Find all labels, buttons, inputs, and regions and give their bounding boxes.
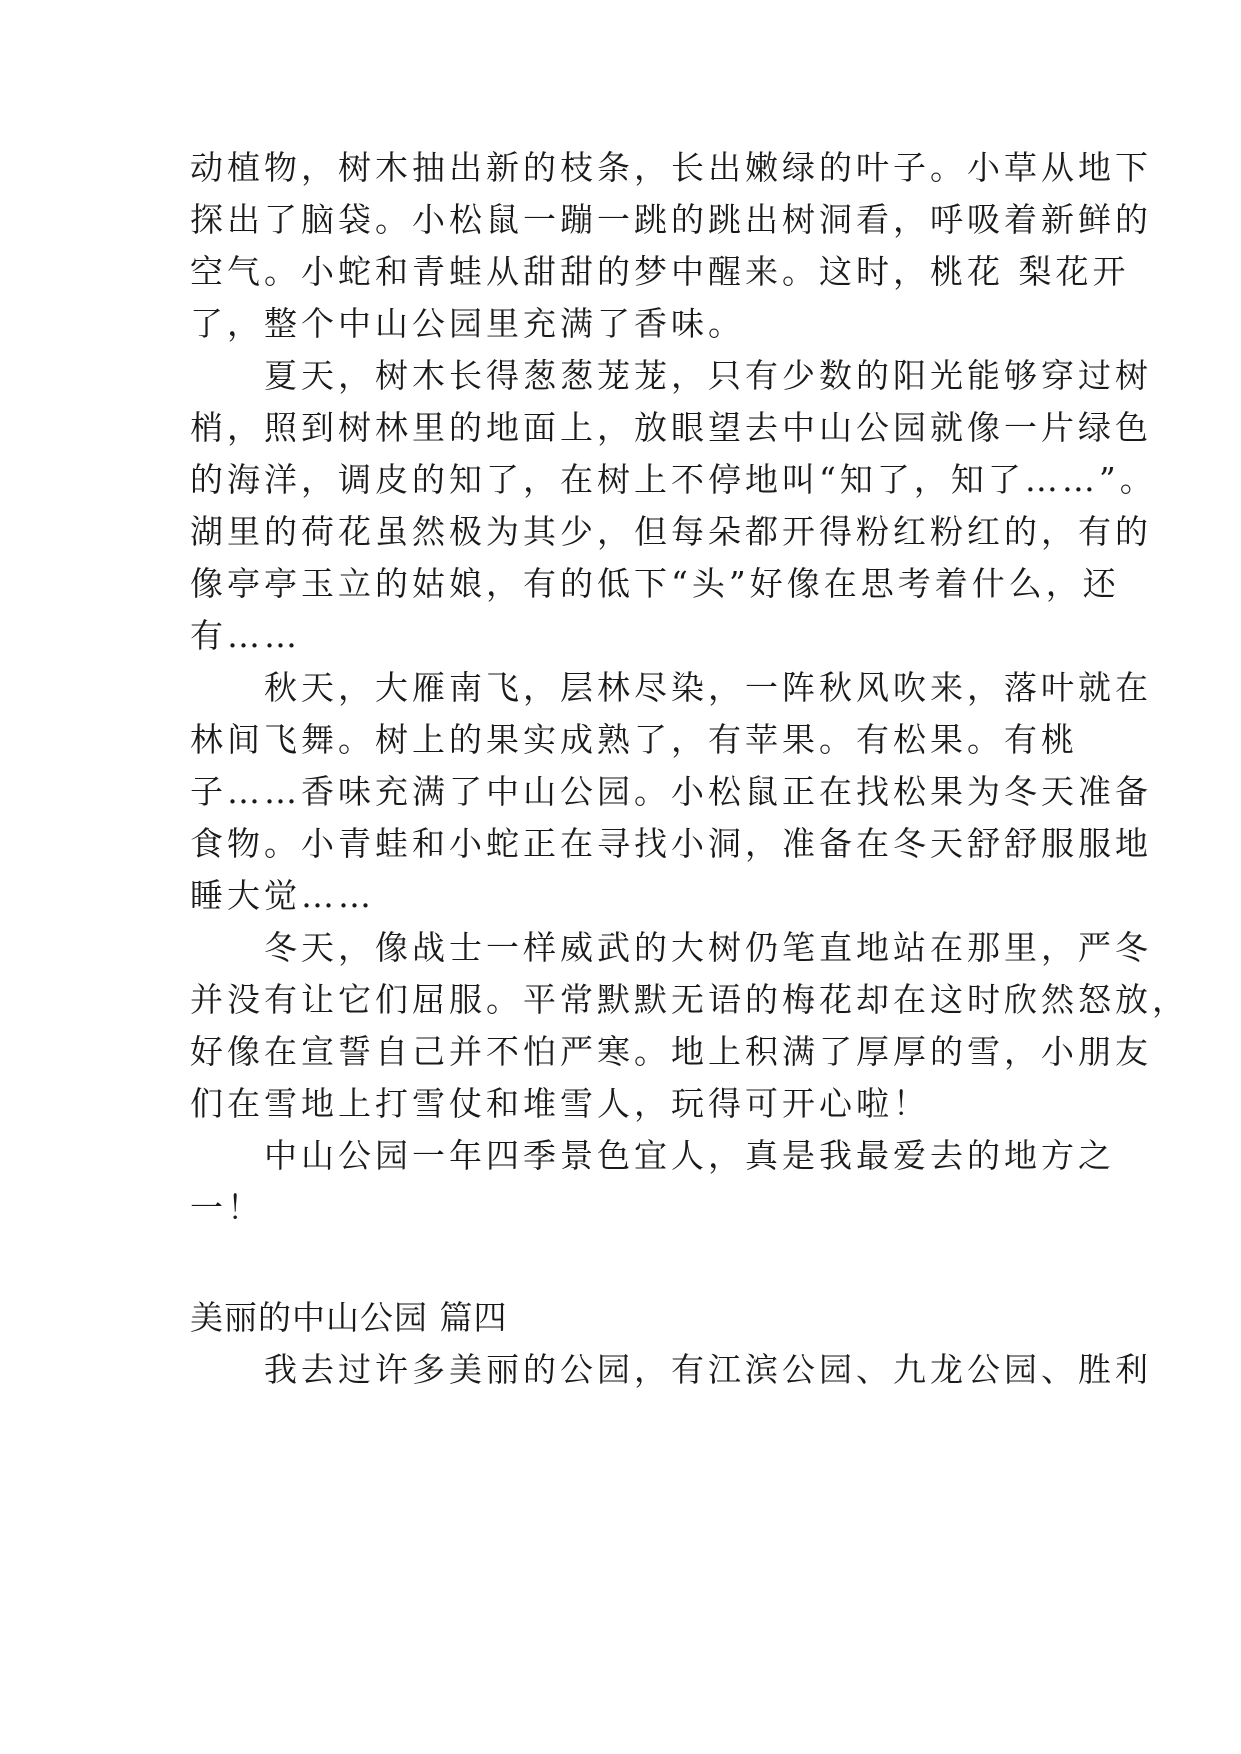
- section-title: 美丽的中山公园 篇四: [190, 1298, 508, 1337]
- text-line: 林间飞舞。树上的果实成熟了，有苹果。有松果。有桃: [190, 720, 1078, 759]
- text-line: 梢，照到树林里的地面上，放眼望去中山公园就像一片绿色: [190, 408, 1152, 447]
- text-line: 睡大觉……: [190, 876, 375, 915]
- text-line: 好像在宣誓自己并不怕严寒。地上积满了厚厚的雪，小朋友: [190, 1032, 1152, 1071]
- text-line: 空气。小蛇和青蛙从甜甜的梦中醒来。这时，桃花 梨花开: [190, 252, 1130, 291]
- text-line: 我去过许多美丽的公园，有江滨公园、九龙公园、胜利: [190, 1350, 1152, 1389]
- text-line: 湖里的荷花虽然极为其少，但每朵都开得粉红粉红的，有的: [190, 512, 1152, 551]
- text-line: 食物。小青蛙和小蛇正在寻找小洞，准备在冬天舒舒服服地: [190, 824, 1152, 863]
- text-line: 了，整个中山公园里充满了香味。: [190, 304, 745, 343]
- text-line: 像亭亭玉立的姑娘，有的低下“头”好像在思考着什么，还: [190, 564, 1120, 603]
- text-line: 动植物，树木抽出新的枝条，长出嫩绿的叶子。小草从地下: [190, 148, 1152, 187]
- text-line: 冬天，像战士一样威武的大树仍笔直地站在那里，严冬: [190, 928, 1152, 967]
- text-line: 并没有让它们屈服。平常默默无语的梅花却在这时欣然怒放，: [190, 980, 1189, 1019]
- text-line: 一！: [190, 1188, 264, 1227]
- text-line: 子……香味充满了中山公园。小松鼠正在找松果为冬天准备: [190, 772, 1152, 811]
- text-line: 夏天，树木长得葱葱茏茏，只有少数的阳光能够穿过树: [190, 356, 1152, 395]
- text-line: 们在雪地上打雪仗和堆雪人，玩得可开心啦！: [190, 1084, 930, 1123]
- text-line: 有……: [190, 616, 301, 655]
- text-line: 探出了脑袋。小松鼠一蹦一跳的跳出树洞看，呼吸着新鲜的: [190, 200, 1152, 239]
- text-line: 中山公园一年四季景色宜人，真是我最爱去的地方之: [190, 1136, 1115, 1175]
- text-line: 秋天，大雁南飞，层林尽染，一阵秋风吹来，落叶就在: [190, 668, 1152, 707]
- text-line: 的海洋，调皮的知了，在树上不停地叫“知了，知了……”。: [190, 460, 1157, 499]
